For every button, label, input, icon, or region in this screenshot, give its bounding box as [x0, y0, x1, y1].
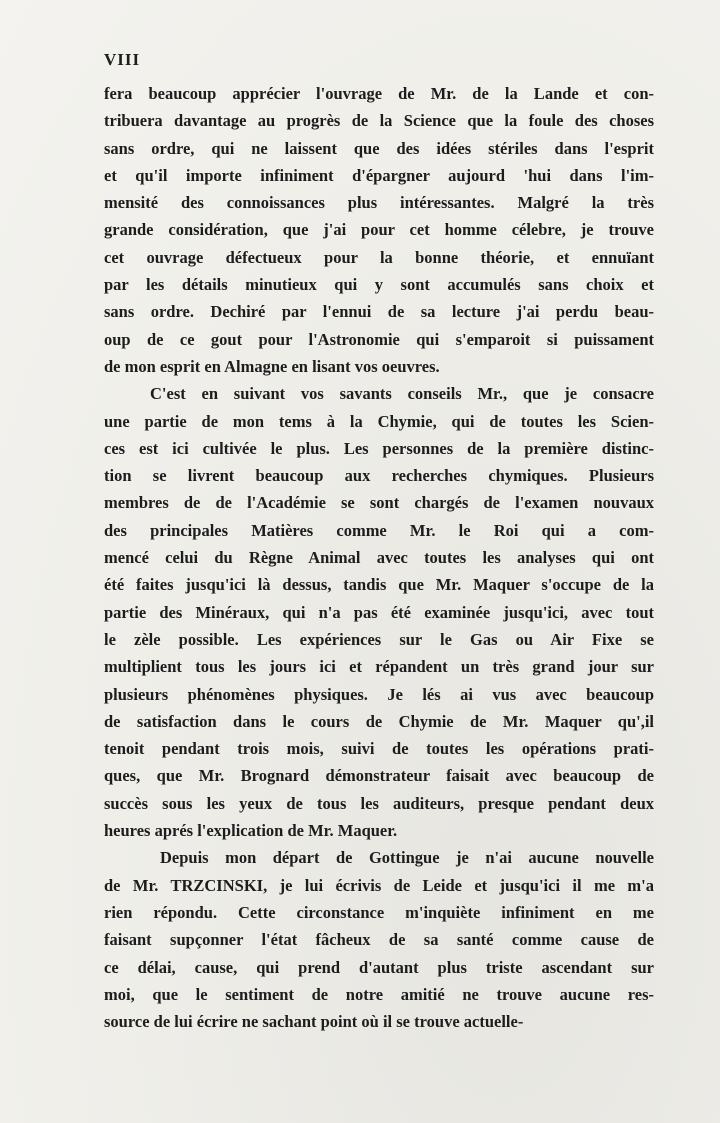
paragraph	[104, 80, 654, 380]
text-line: faisant supçonner l'état fâcheux de sa santé comme cause de	[104, 930, 654, 950]
text-line: succès sous les yeux de tous les auditeurs, presque pendant deux	[104, 793, 654, 813]
text-line: été faites jusqu'ici là dessus, tandis que Mr. Maquer s'occupe de la	[104, 575, 654, 595]
text-line: de satisfaction dans le cours de Chymie de Mr. Maquer qu',il	[104, 711, 654, 731]
text-line: tion se livrent beaucoup aux recherches chymiques. Plusieurs	[104, 466, 654, 486]
text-line: multiplient tous les jours ici et répandent un très grand jour sur	[104, 657, 654, 677]
text-line: le zèle possible. Les expériences sur le Gas ou Air Fixe se	[104, 629, 654, 649]
text-line: partie des Minéraux, qui n'a pas été examinée jusqu'ici, avec tout	[104, 602, 654, 622]
text-line: ce délai, cause, qui prend d'autant plus triste ascendant sur	[104, 957, 654, 977]
text-line: une partie de mon tems à la Chymie, qui de toutes les Scien-	[104, 411, 654, 431]
text-line: mencé celui du Règne Animal avec toutes les analyses qui ont	[104, 548, 654, 568]
text-line: source de lui écrire ne sachant point où il se trouve actuelle-	[104, 1012, 524, 1032]
text-line: ques, que Mr. Brognard démonstrateur faisait avec beaucoup de	[104, 766, 654, 786]
text-line: tribuera davantage au progrès de la Science que la foule des choses	[104, 111, 654, 131]
text-line: de Mr. TRZCINSKI, je lui écrivis de Leide et jusqu'ici il me m'a	[104, 875, 654, 895]
text-line: moi, que le sentiment de notre amitié ne trouve aucune res-	[104, 984, 654, 1004]
text-line: membres de de l'Académie se sont chargés de l'examen nouvaux	[104, 493, 654, 513]
text-line: heures aprés l'explication de Mr. Maquer.	[104, 821, 398, 841]
text-line: rien répondu. Cette circonstance m'inquiète infiniment en me	[104, 902, 654, 922]
paragraph	[104, 380, 654, 844]
text-line: fera beaucoup apprécier l'ouvrage de Mr. de la Lande et con-	[104, 84, 654, 103]
body-text	[104, 80, 654, 1035]
text-line: par les détails minutieux qui y sont accumulés sans choix et	[104, 275, 654, 295]
text-line: grande considération, que j'ai pour cet homme célebre, je trouve	[104, 220, 654, 240]
text-line: sans ordre. Dechiré par l'ennui de sa lecture j'ai perdu beau-	[104, 302, 654, 322]
text-line: et qu'il importe infiniment d'épargner aujourd 'hui dans l'im-	[104, 165, 654, 185]
text-line: oup de ce gout pour l'Astronomie qui s'emparoit si puissament	[104, 329, 654, 349]
text-line: Depuis mon départ de Gottingue je n'ai aucune nouvelle	[160, 848, 654, 868]
text-line: des principales Matières comme Mr. le Roi qui a com-	[104, 520, 654, 540]
text-line: cet ouvrage défectueux pour la bonne théorie, et ennuïant	[104, 247, 654, 267]
paragraph	[104, 844, 654, 1035]
text-line: tenoit pendant trois mois, suivi de toutes les opérations prati-	[104, 739, 654, 759]
page-number: VIII	[104, 50, 141, 69]
text-line: mensité des connoissances plus intéressantes. Malgré la très	[104, 193, 654, 213]
text-line: C'est en suivant vos savants conseils Mr., que je consacre	[150, 384, 654, 404]
text-line: plusieurs phénomènes physiques. Je lés ai vus avec beaucoup	[104, 684, 654, 704]
text-line: de mon esprit en Almagne en lisant vos oeuvres.	[104, 356, 440, 376]
text-line: ces est ici cultivée le plus. Les personnes de la première distinc-	[104, 438, 654, 458]
text-line: sans ordre, qui ne laissent que des idées stériles dans l'esprit	[104, 138, 654, 158]
